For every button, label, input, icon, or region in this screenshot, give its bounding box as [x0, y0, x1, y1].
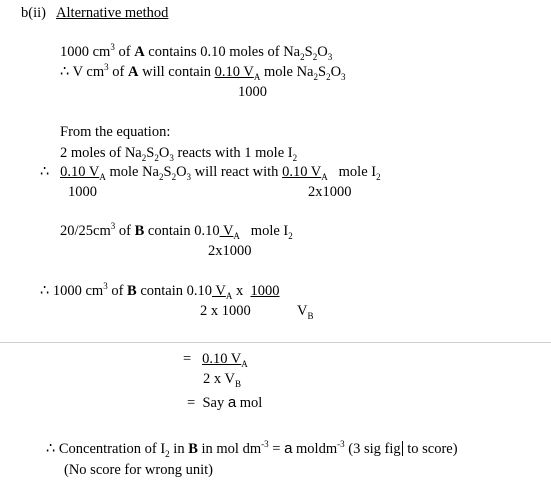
- fraction-numerator: 0.10 $V_A$: [60, 164, 106, 182]
- fraction-numerator: $V_A$: [219, 223, 240, 241]
- fraction-numerator: 0.10 $V_A$: [282, 164, 328, 182]
- block5-line1: = 0.10 $V_A$: [183, 351, 248, 369]
- block4-denominator-1: 2 x 1000: [200, 303, 251, 319]
- block3-line: $20/25cm^3$ of B contain 0.10 $V_A$ mole $I_2$: [60, 221, 293, 241]
- fraction-numerator: $V_A$: [212, 283, 233, 301]
- fraction-numerator: 0.10 $V_A$: [214, 64, 261, 82]
- block2-equation-line: 2 moles of $Na_2S_2O_3$ reacts with 1 mole $I_2$: [60, 145, 298, 163]
- section-divider: [0, 342, 551, 343]
- score-note: (No score for wrong unit): [64, 462, 213, 478]
- block2-denominator-1: 1000: [68, 184, 97, 200]
- section-heading: [21, 4, 168, 22]
- block2-intro: From the equation:: [60, 124, 171, 140]
- block4-denominator-2: $V_B$: [297, 303, 314, 321]
- block5-denominator: 2 x $V_B$: [203, 371, 241, 389]
- block2-denominator-2: 2x1000: [308, 184, 352, 200]
- fraction-numerator: 0.10 $V_A$: [202, 351, 248, 369]
- block2-reaction-line: ∴ 0.10 $V_A$ mole $Na_2S_2O_3$ will react with 0.10 $V_A$ mole $I_2$: [40, 164, 381, 182]
- block1-line1: 1000 $cm^3$ of A contains 0.10 moles of $Na_2S_2O_3$: [60, 42, 333, 62]
- block4-line: ∴ 1000 $cm^3$ of B contain 0.10 $V_A$ x 1000: [40, 281, 280, 301]
- block5-result: = Say a mol: [187, 394, 263, 411]
- section-title: Alternative method: [56, 5, 169, 21]
- text-cursor: [402, 441, 403, 456]
- block3-denominator: 2x1000: [208, 243, 252, 259]
- concentration-line: ∴ Concentration of $I_2$ in B in mol $dm^{-3} = a$ moldm$^{-3}$ (3 sig fig to score): [46, 439, 458, 459]
- block1-denominator: 1000: [238, 84, 267, 100]
- block1-line2: ∴ V $cm^3$ of A will contain 0.10 $V_A$ mole $Na_2S_2O_3$: [60, 62, 346, 82]
- section-label: b(ii): [21, 5, 46, 21]
